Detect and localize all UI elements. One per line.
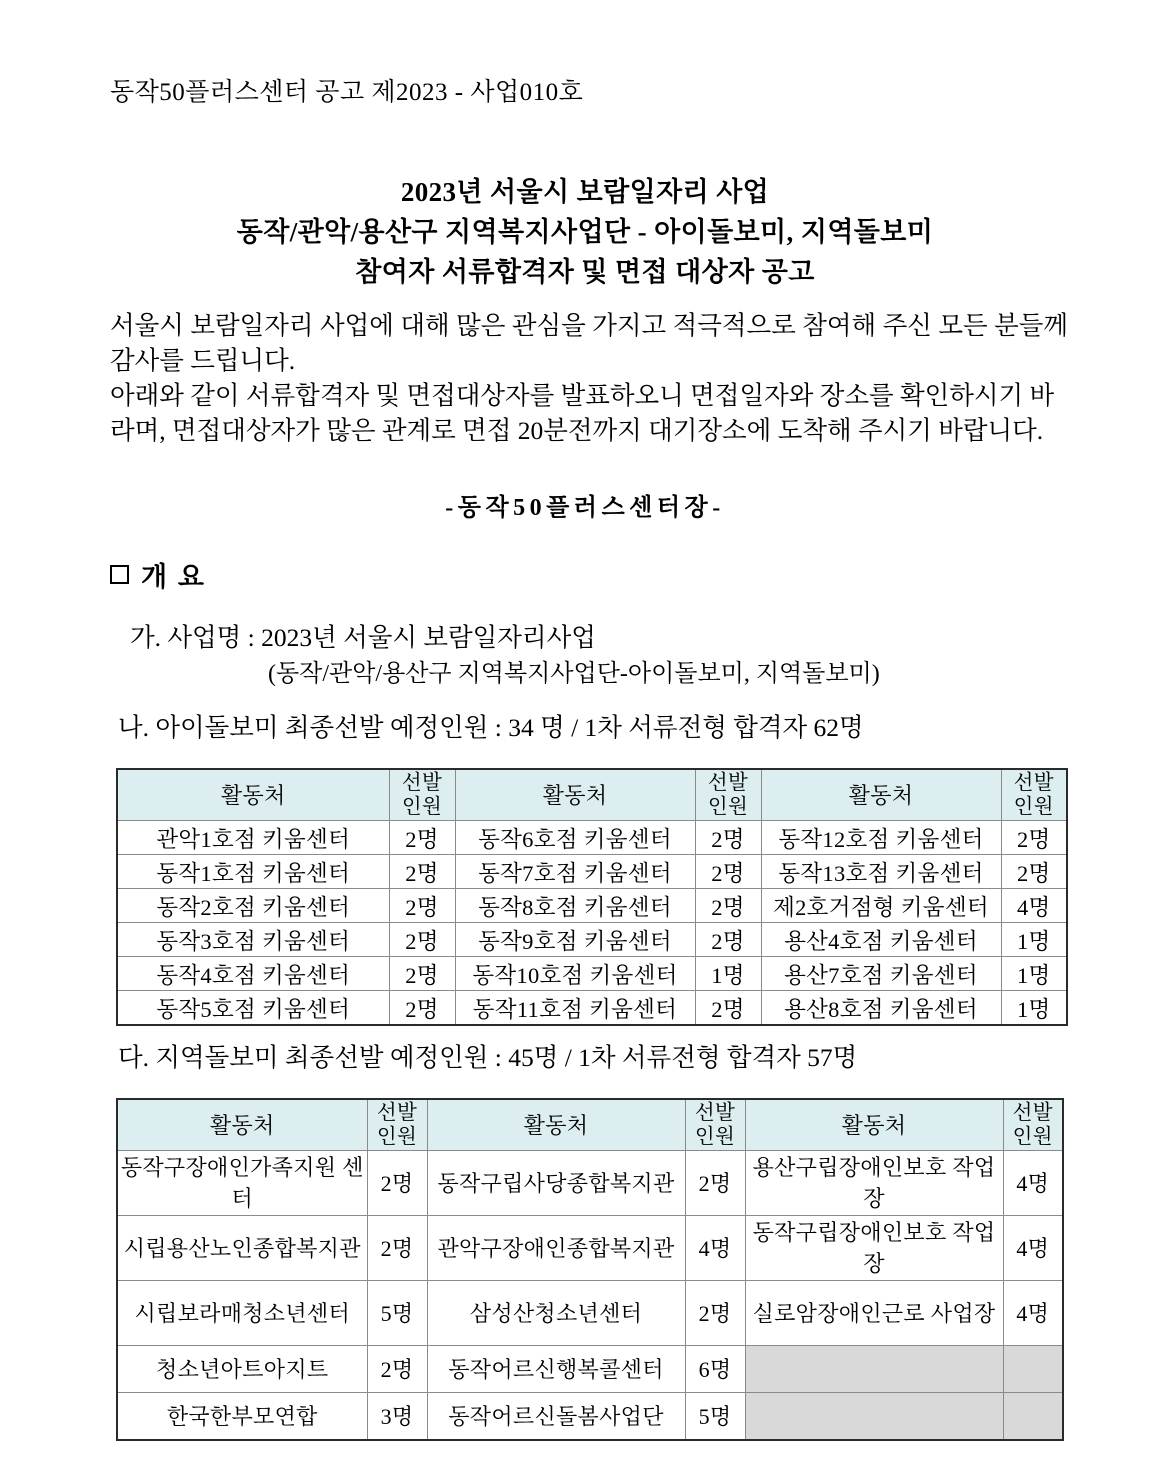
cell-count: 2명 (695, 889, 761, 923)
cell-place: 관악1호점 키움센터 (117, 821, 389, 855)
table-row (117, 991, 1067, 1026)
table-row (117, 1216, 1063, 1281)
cell-empty (745, 1346, 1003, 1393)
item-ga: 가. 사업명 : 2023년 서울시 보람일자리사업 (130, 623, 596, 652)
cell-count: 2명 (389, 855, 455, 889)
cell-place: 동작4호점 키움센터 (117, 957, 389, 991)
table-jiyeok-body (117, 1151, 1063, 1441)
cell-count: 2명 (367, 1151, 427, 1216)
cell-count: 2명 (695, 821, 761, 855)
header-count-1: 선발 인원 (389, 769, 455, 821)
header-count-3: 선발 인원 (1003, 1099, 1063, 1151)
cell-place: 한국한부모연합 (117, 1393, 367, 1441)
header-count-1: 선발 인원 (367, 1099, 427, 1151)
intro-paragraph-2: 아래와 같이 서류합격자 및 면접대상자를 발표하오니 면접일자와 장소를 확인하시기 바라며, 면접대상자가 많은 관계로 면접 20분전까지 대기장소에 도착해 주시기 바랍니다. (110, 381, 1055, 445)
table-aidolbomi (116, 768, 1068, 1026)
cell-place: 삼성산청소년센터 (427, 1281, 685, 1346)
cell-place: 용산8호점 키움센터 (761, 991, 1001, 1026)
table-row (117, 957, 1067, 991)
document-title (0, 172, 1170, 292)
cell-count: 5명 (685, 1393, 745, 1441)
cell-place: 시립보라매청소년센터 (117, 1281, 367, 1346)
cell-place: 실로암장애인근로 사업장 (745, 1281, 1003, 1346)
table-row (117, 889, 1067, 923)
cell-count: 6명 (685, 1346, 745, 1393)
cell-place: 동작구립사당종합복지관 (427, 1151, 685, 1216)
table-header-row (117, 1099, 1063, 1151)
signature-line: -동작50플러스센터장- (445, 495, 725, 521)
cell-place: 용산4호점 키움센터 (761, 923, 1001, 957)
header-count-2: 선발 인원 (695, 769, 761, 821)
cell-place: 동작12호점 키움센터 (761, 821, 1001, 855)
header-count-2: 선발 인원 (685, 1099, 745, 1151)
table-row (117, 855, 1067, 889)
cell-count: 2명 (389, 957, 455, 991)
cell-count: 3명 (367, 1393, 427, 1441)
cell-count: 1명 (1001, 991, 1067, 1026)
cell-count: 5명 (367, 1281, 427, 1346)
cell-count: 2명 (389, 889, 455, 923)
cell-place: 청소년아트아지트 (117, 1346, 367, 1393)
title-line-3: 참여자 서류합격자 및 면접 대상자 공고 (355, 257, 815, 287)
header-place-3: 활동처 (761, 769, 1001, 821)
cell-empty (1003, 1346, 1063, 1393)
header-place-2: 활동처 (455, 769, 695, 821)
title-line-1: 2023년 서울시 보람일자리 사업 (400, 177, 770, 207)
cell-place: 동작5호점 키움센터 (117, 991, 389, 1026)
table-row (117, 923, 1067, 957)
cell-count: 2명 (389, 923, 455, 957)
table-row (117, 821, 1067, 855)
cell-count: 2명 (367, 1346, 427, 1393)
cell-count: 4명 (1001, 889, 1067, 923)
cell-place: 용산7호점 키움센터 (761, 957, 1001, 991)
cell-count: 4명 (1003, 1281, 1063, 1346)
cell-place: 동작구립장애인보호 작업장 (745, 1216, 1003, 1281)
cell-count: 2명 (389, 821, 455, 855)
cell-place: 제2호거점형 키움센터 (761, 889, 1001, 923)
cell-place: 관악구장애인종합복지관 (427, 1216, 685, 1281)
cell-place: 동작7호점 키움센터 (455, 855, 695, 889)
square-bullet-icon (110, 565, 129, 584)
item-ga-subtext: (동작/관악/용산구 지역복지사업단-아이돌보미, 지역돌보미) (268, 661, 880, 687)
header-place-1: 활동처 (117, 1099, 367, 1151)
intro-paragraph-1: 서울시 보람일자리 사업에 대해 많은 관심을 가지고 적극적으로 참여해 주신 모든 분들께 감사를 드립니다. (110, 311, 1068, 375)
cell-empty (745, 1393, 1003, 1441)
item-na: 나. 아이돌보미 최종선발 예정인원 : 34 명 / 1차 서류전형 합격자 62명 (118, 713, 864, 742)
cell-place: 동작어르신행복콜센터 (427, 1346, 685, 1393)
cell-count: 1명 (695, 957, 761, 991)
cell-place: 동작11호점 키움센터 (455, 991, 695, 1026)
table-row (117, 1281, 1063, 1346)
cell-count: 4명 (1003, 1216, 1063, 1281)
cell-count: 2명 (685, 1151, 745, 1216)
cell-place: 동작1호점 키움센터 (117, 855, 389, 889)
cell-count: 2명 (695, 923, 761, 957)
cell-count: 4명 (685, 1216, 745, 1281)
cell-place: 시립용산노인종합복지관 (117, 1216, 367, 1281)
cell-count: 1명 (1001, 957, 1067, 991)
intro-paragraphs (110, 308, 1068, 448)
header-place-2: 활동처 (427, 1099, 685, 1151)
document-number: 동작50플러스센터 공고 제2023 - 사업010호 (110, 79, 584, 106)
cell-empty (1003, 1393, 1063, 1441)
cell-place: 동작2호점 키움센터 (117, 889, 389, 923)
cell-count: 2명 (389, 991, 455, 1026)
cell-place: 동작10호점 키움센터 (455, 957, 695, 991)
cell-count: 1명 (1001, 923, 1067, 957)
cell-place: 동작어르신돌봄사업단 (427, 1393, 685, 1441)
cell-place: 동작8호점 키움센터 (455, 889, 695, 923)
section-heading-overview (110, 555, 206, 594)
table-aidolbomi-body (117, 821, 1067, 1026)
cell-place: 동작13호점 키움센터 (761, 855, 1001, 889)
cell-place: 동작3호점 키움센터 (117, 923, 389, 957)
cell-count: 2명 (695, 855, 761, 889)
table-header-row (117, 769, 1067, 821)
cell-count: 4명 (1003, 1151, 1063, 1216)
table-row (117, 1151, 1063, 1216)
header-count-3: 선발 인원 (1001, 769, 1067, 821)
header-place-1: 활동처 (117, 769, 389, 821)
cell-count: 2명 (1001, 821, 1067, 855)
table-jiyeokdolbomi (116, 1098, 1064, 1441)
table-row (117, 1393, 1063, 1441)
section-heading-label: 개 요 (141, 562, 206, 592)
cell-place: 동작구장애인가족지원 센터 (117, 1151, 367, 1216)
title-line-2: 동작/관악/용산구 지역복지사업단 - 아이돌보미, 지역돌보미 (236, 217, 934, 247)
cell-count: 2명 (367, 1216, 427, 1281)
cell-place: 동작9호점 키움센터 (455, 923, 695, 957)
cell-count: 2명 (695, 991, 761, 1026)
cell-count: 2명 (1001, 855, 1067, 889)
cell-count: 2명 (685, 1281, 745, 1346)
table-row (117, 1346, 1063, 1393)
cell-place: 동작6호점 키움센터 (455, 821, 695, 855)
header-place-3: 활동처 (745, 1099, 1003, 1151)
cell-place: 용산구립장애인보호 작업장 (745, 1151, 1003, 1216)
item-da: 다. 지역돌보미 최종선발 예정인원 : 45명 / 1차 서류전형 합격자 57명 (118, 1043, 858, 1072)
